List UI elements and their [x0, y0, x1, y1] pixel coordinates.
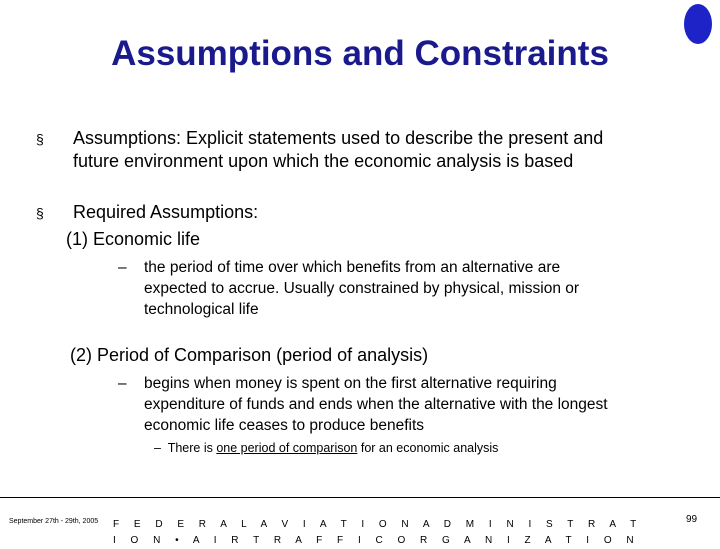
faa-logo — [684, 4, 712, 44]
dash-marker: – — [154, 441, 161, 455]
slide-title: Assumptions and Constraints — [111, 34, 609, 73]
bullet-text-line: Required Assumptions: — [73, 202, 259, 222]
bullet-marker: § — [36, 131, 44, 147]
period-of-comparison-note — [154, 441, 498, 455]
dash-marker: – — [118, 259, 127, 276]
detail-line: expected to accrue. Usually constrained by physical, mission or — [144, 280, 580, 297]
detail-line: economic life ceases to produce benefits — [144, 417, 425, 434]
footer-divider — [0, 497, 720, 498]
detail-line: the period of time over which benefits from an alternative are — [144, 259, 561, 276]
bullet-text-line: future environment upon which the economic analysis is based — [73, 151, 574, 171]
dash-marker: – — [118, 375, 127, 392]
detail-line: begins when money is spent on the first alternative requiring — [144, 375, 557, 392]
note-suffix: for an economic analysis — [357, 441, 499, 455]
footer-date: September 27th - 29th, 2005 — [9, 518, 99, 525]
sub-heading-economic-life: (1) Economic life — [66, 229, 201, 249]
note-prefix: There is — [167, 441, 217, 455]
note-emphasis: one period of comparison — [216, 441, 358, 455]
bullet-text-line: Assumptions: Explicit statements used to describe the present and — [73, 128, 604, 148]
detail-line: technological life — [144, 301, 259, 318]
page-number: 99 — [686, 514, 698, 525]
bullet-marker: § — [36, 205, 44, 221]
detail-line: expenditure of funds and ends when the alternative with the longest — [144, 396, 608, 413]
sub-heading-period-of-comparison: (2) Period of Comparison (period of analysis) — [70, 345, 429, 365]
footer-agency: F E D E R A L A V I A T I O N A D M I N I S T R A T I O N • A I R T R A F F I C O R G A N I Z A T I O N — [113, 519, 643, 546]
